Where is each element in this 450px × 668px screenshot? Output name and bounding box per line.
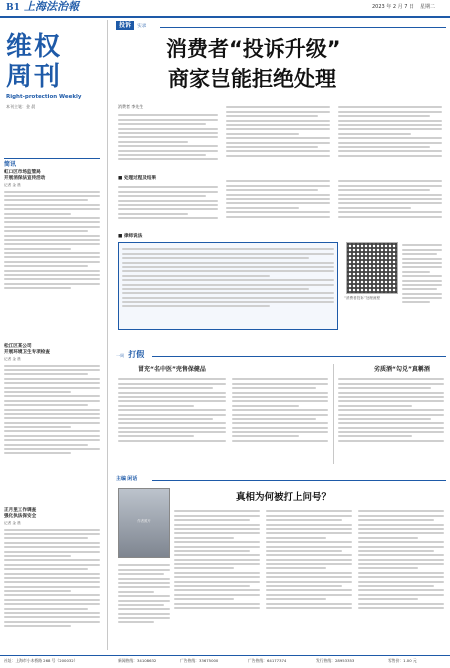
footer-rule	[0, 655, 450, 656]
sidebar-title-block	[6, 32, 102, 110]
issue-weekday: 星期二	[420, 4, 436, 10]
author-photo	[118, 488, 170, 558]
story-right-title: 劣质酒“勾兑”真稱酒	[374, 366, 430, 373]
bottom-story-tag	[116, 476, 137, 483]
tag-label: 投诉	[116, 21, 134, 30]
tag-sub-label: 实录	[137, 24, 147, 29]
footer-phone-3: 广告热线：64177374	[248, 658, 287, 663]
footer-phone-1: 新闻热线：34108632	[118, 658, 157, 663]
brief-item-2-title-2: 开展环境卫生专项检查	[4, 350, 50, 356]
brief-item-1-title-1: 虹口区市场监管局	[4, 170, 41, 175]
lawyer-box-text	[122, 246, 334, 326]
footer-phone-2: 广告热线：33675000	[180, 658, 219, 663]
middle-band	[112, 350, 446, 468]
top-story	[112, 20, 446, 340]
middle-tag-prefix: 一周	[116, 353, 124, 358]
footer	[0, 657, 450, 667]
brief-item-1-title-2: 开展消保法宣传活动	[4, 176, 46, 182]
brief-heading	[4, 158, 100, 169]
bottom-story-intro	[118, 562, 170, 648]
top-story-col-3	[338, 104, 442, 174]
footer-price: 零售价：1.00 元	[388, 658, 417, 663]
sidebar-divider	[107, 20, 108, 650]
brief-item-2-reporter: 记者 金 晨	[4, 357, 21, 362]
brief-item-1-body	[4, 188, 100, 316]
bottom-story-col-1	[174, 508, 260, 648]
section-2-heading: ■ 律师说法	[118, 234, 143, 239]
sidebar	[0, 18, 106, 654]
brief-item-1-reporter: 记者 金 晨	[4, 183, 21, 188]
top-story-byline: 消费者 李先生	[118, 104, 144, 109]
issue-date: 2023 年 2 月 7 日	[372, 4, 415, 10]
middle-divider	[333, 364, 334, 464]
story-left-title: 冒充“名中医”売售保健品	[138, 366, 206, 373]
masthead	[0, 0, 450, 16]
middle-band-rule	[152, 356, 446, 357]
paper-name: 上海法治報	[24, 0, 79, 13]
brief-item-3-body	[4, 526, 100, 656]
middle-tag-label: 打假	[128, 350, 145, 359]
bottom-tag-label: 主编	[116, 476, 127, 482]
brief-item-3-title-2: 强化执法保安全	[4, 514, 37, 520]
section-1-heading: ■ 处理过程及结果	[118, 176, 157, 181]
image-caption: “消费者投诉”处理流程	[344, 296, 381, 300]
sidebar-title-1: 维权	[6, 32, 63, 62]
section-1-col-3	[338, 178, 442, 232]
brief-item-2	[4, 344, 100, 482]
middle-band-tag	[116, 350, 147, 361]
story-left-col-2	[232, 376, 328, 466]
brief-item-1	[4, 170, 100, 316]
sidebar-english: Right-protection Weekly	[6, 94, 82, 100]
top-story-headline-1: 消费者“投诉升级”	[166, 37, 341, 61]
page-number-badge: B1	[6, 3, 20, 13]
top-story-col-4	[402, 242, 442, 330]
bottom-story-col-3	[358, 508, 444, 648]
footer-phone-4: 发行热线：28953353	[316, 658, 355, 663]
top-story-col-2	[226, 104, 330, 174]
bottom-tag-suffix: 闲话	[127, 476, 138, 482]
bottom-story-col-2	[266, 508, 352, 648]
top-story-col-1	[118, 112, 218, 174]
brief-item-3-reporter: 记者 金 晨	[4, 521, 21, 526]
brief-item-2-body	[4, 362, 100, 482]
author-photo-label: 作者照片	[137, 519, 151, 523]
section-1-col-1	[118, 184, 218, 232]
brief-item-3-title-1: 正月里工作调查	[4, 508, 37, 513]
brief-item-3	[4, 508, 100, 656]
footer-address: 社址：上海市小木桥路 268 号（200032）	[4, 658, 78, 663]
sidebar-editor: 本刊主笔：金 晨	[6, 104, 36, 110]
sidebar-title-2: 周刊	[6, 62, 63, 92]
bottom-story	[112, 476, 446, 652]
qr-code-image	[346, 242, 398, 294]
top-story-tag	[116, 22, 146, 30]
brief-heading-label: 简讯	[4, 161, 17, 168]
lawyer-box	[118, 242, 338, 330]
story-right-col	[338, 376, 444, 466]
bottom-story-headline: 真相为何被打上问号？	[236, 492, 332, 503]
brief-item-2-title-1: 松江区某公司	[4, 344, 32, 349]
story-left-col-1	[118, 376, 226, 466]
top-story-headline-2: 商家岂能拒绝处理	[168, 67, 336, 91]
section-1-col-2	[226, 178, 330, 232]
top-story-rule	[160, 27, 446, 28]
bottom-story-rule	[152, 480, 446, 481]
